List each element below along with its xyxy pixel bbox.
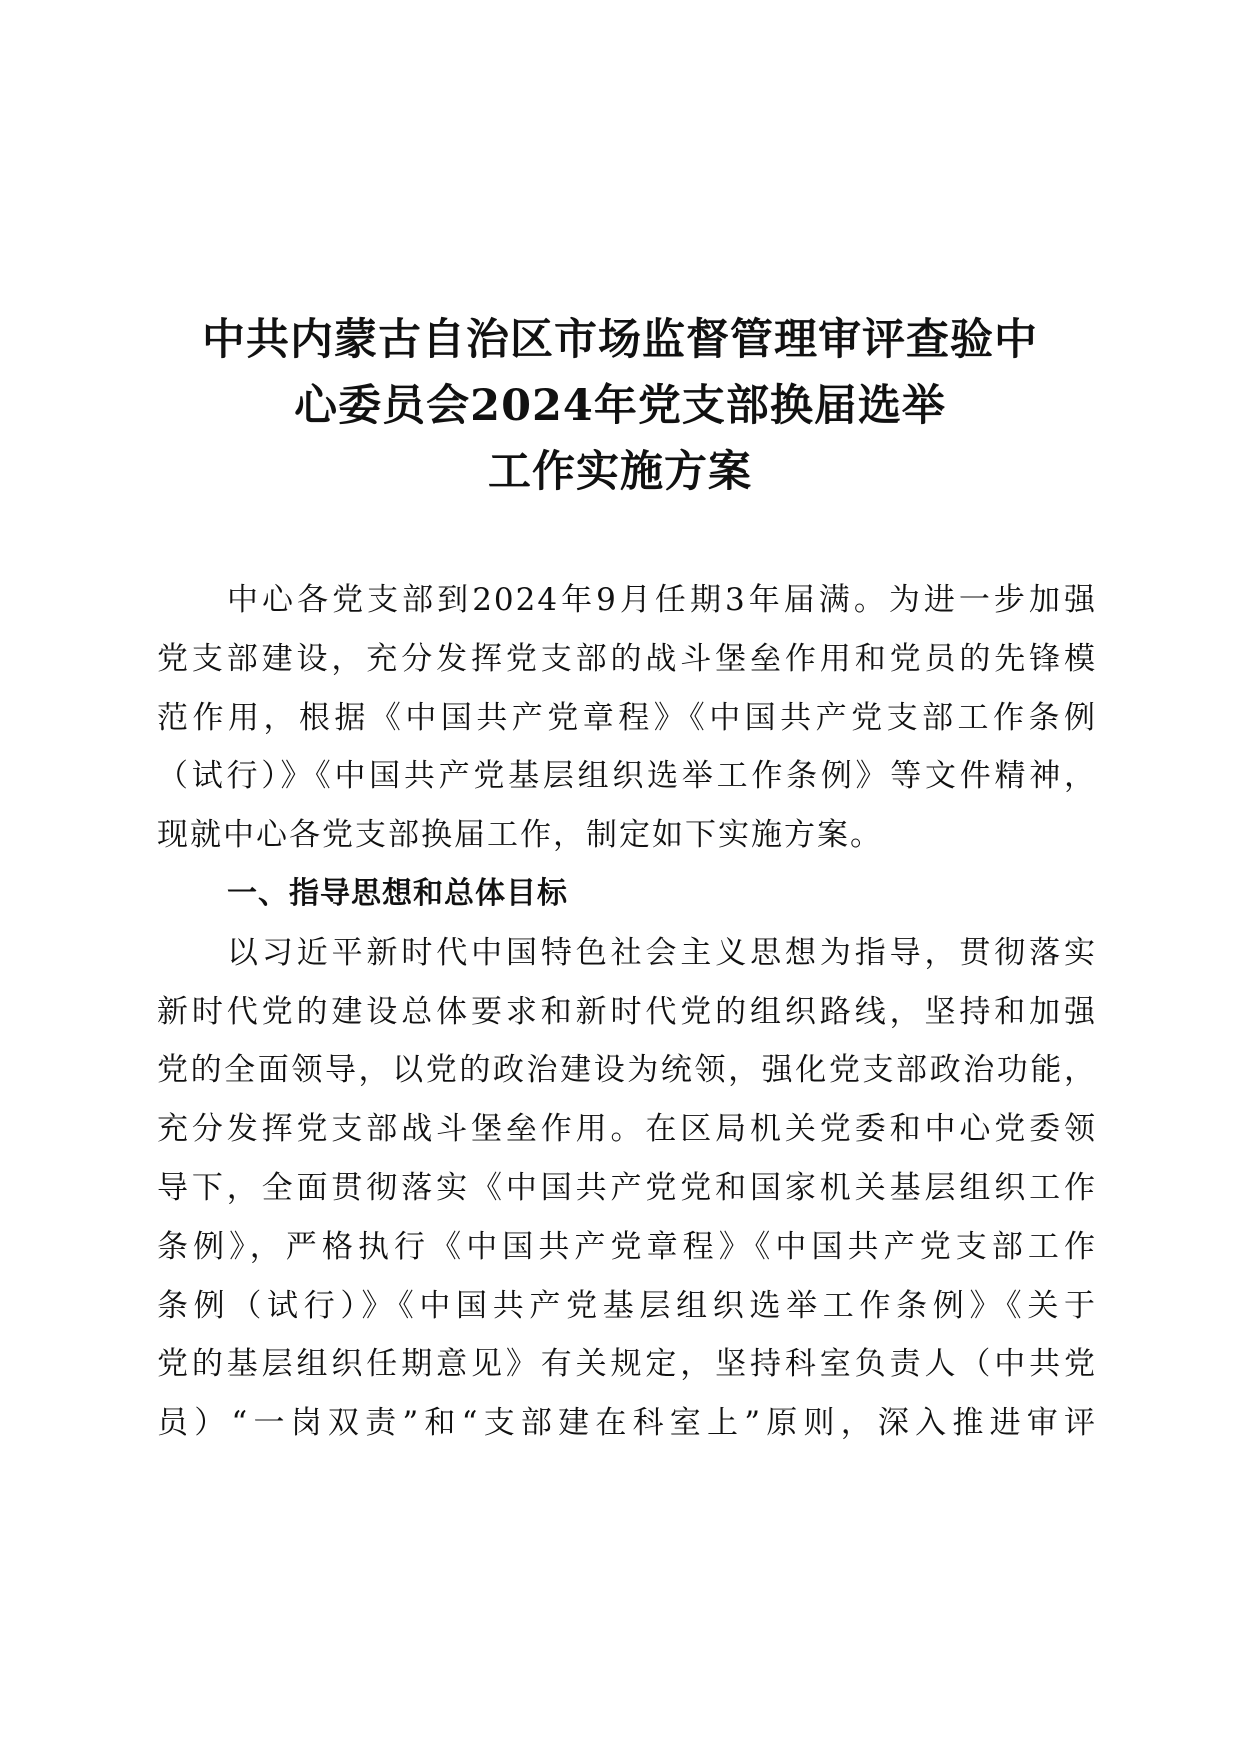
paragraph-line: 中心各党支部到2024年9月任期3年届满。为进一步加强 [227, 582, 1097, 618]
paragraph-line: 现就中心各党支部换届工作，制定如下实施方案。 [157, 817, 883, 854]
paragraph-line: 导下，全面贯彻落实《中国共产党党和国家机关基层组织工作 [157, 1169, 1097, 1206]
paragraph-line: 党的全面领导，以党的政治建设为统领，强化党支部政治功能， [157, 1052, 1097, 1089]
document-title [120, 307, 1120, 505]
paragraph-line: 党支部建设，充分发挥党支部的战斗堡垒作用和党员的先锋模 [157, 640, 1097, 677]
title-line: 中共内蒙古自治区市场监督管理审评查验中 [202, 315, 1038, 365]
paragraph-line: 员）“一岗双责”和“支部建在科室上”原则，深入推进审评 [157, 1405, 1097, 1442]
paragraph-line: 范作用，根据《中国共产党章程》《中国共产党支部工作条例 [157, 699, 1097, 736]
document-body [157, 571, 1097, 1453]
paragraph-line: 条例》，严格执行《中国共产党章程》《中国共产党支部工作 [157, 1228, 1097, 1265]
paragraph-line: 以习近平新时代中国特色社会主义思想为指导，贯彻落实 [227, 934, 1097, 971]
paragraph-line: 条例（试行）》《中国共产党基层组织选举工作条例》《关于 [157, 1287, 1097, 1324]
paragraph-line: 新时代党的建设总体要求和新时代党的组织路线，坚持和加强 [157, 993, 1097, 1030]
title-line: 工作实施方案 [488, 447, 752, 497]
paragraph-line: （试行）》《中国共产党基层组织选举工作条例》等文件精神， [157, 758, 1097, 795]
title-line: 心委员会2024年党支部换届选举 [294, 381, 946, 431]
paragraph-line: 充分发挥党支部战斗堡垒作用。在区局机关党委和中心党委领 [157, 1111, 1097, 1148]
section-heading: 一、指导思想和总体目标 [227, 875, 568, 911]
paragraph-line: 党的基层组织任期意见》有关规定，坚持科室负责人（中共党 [157, 1346, 1097, 1383]
